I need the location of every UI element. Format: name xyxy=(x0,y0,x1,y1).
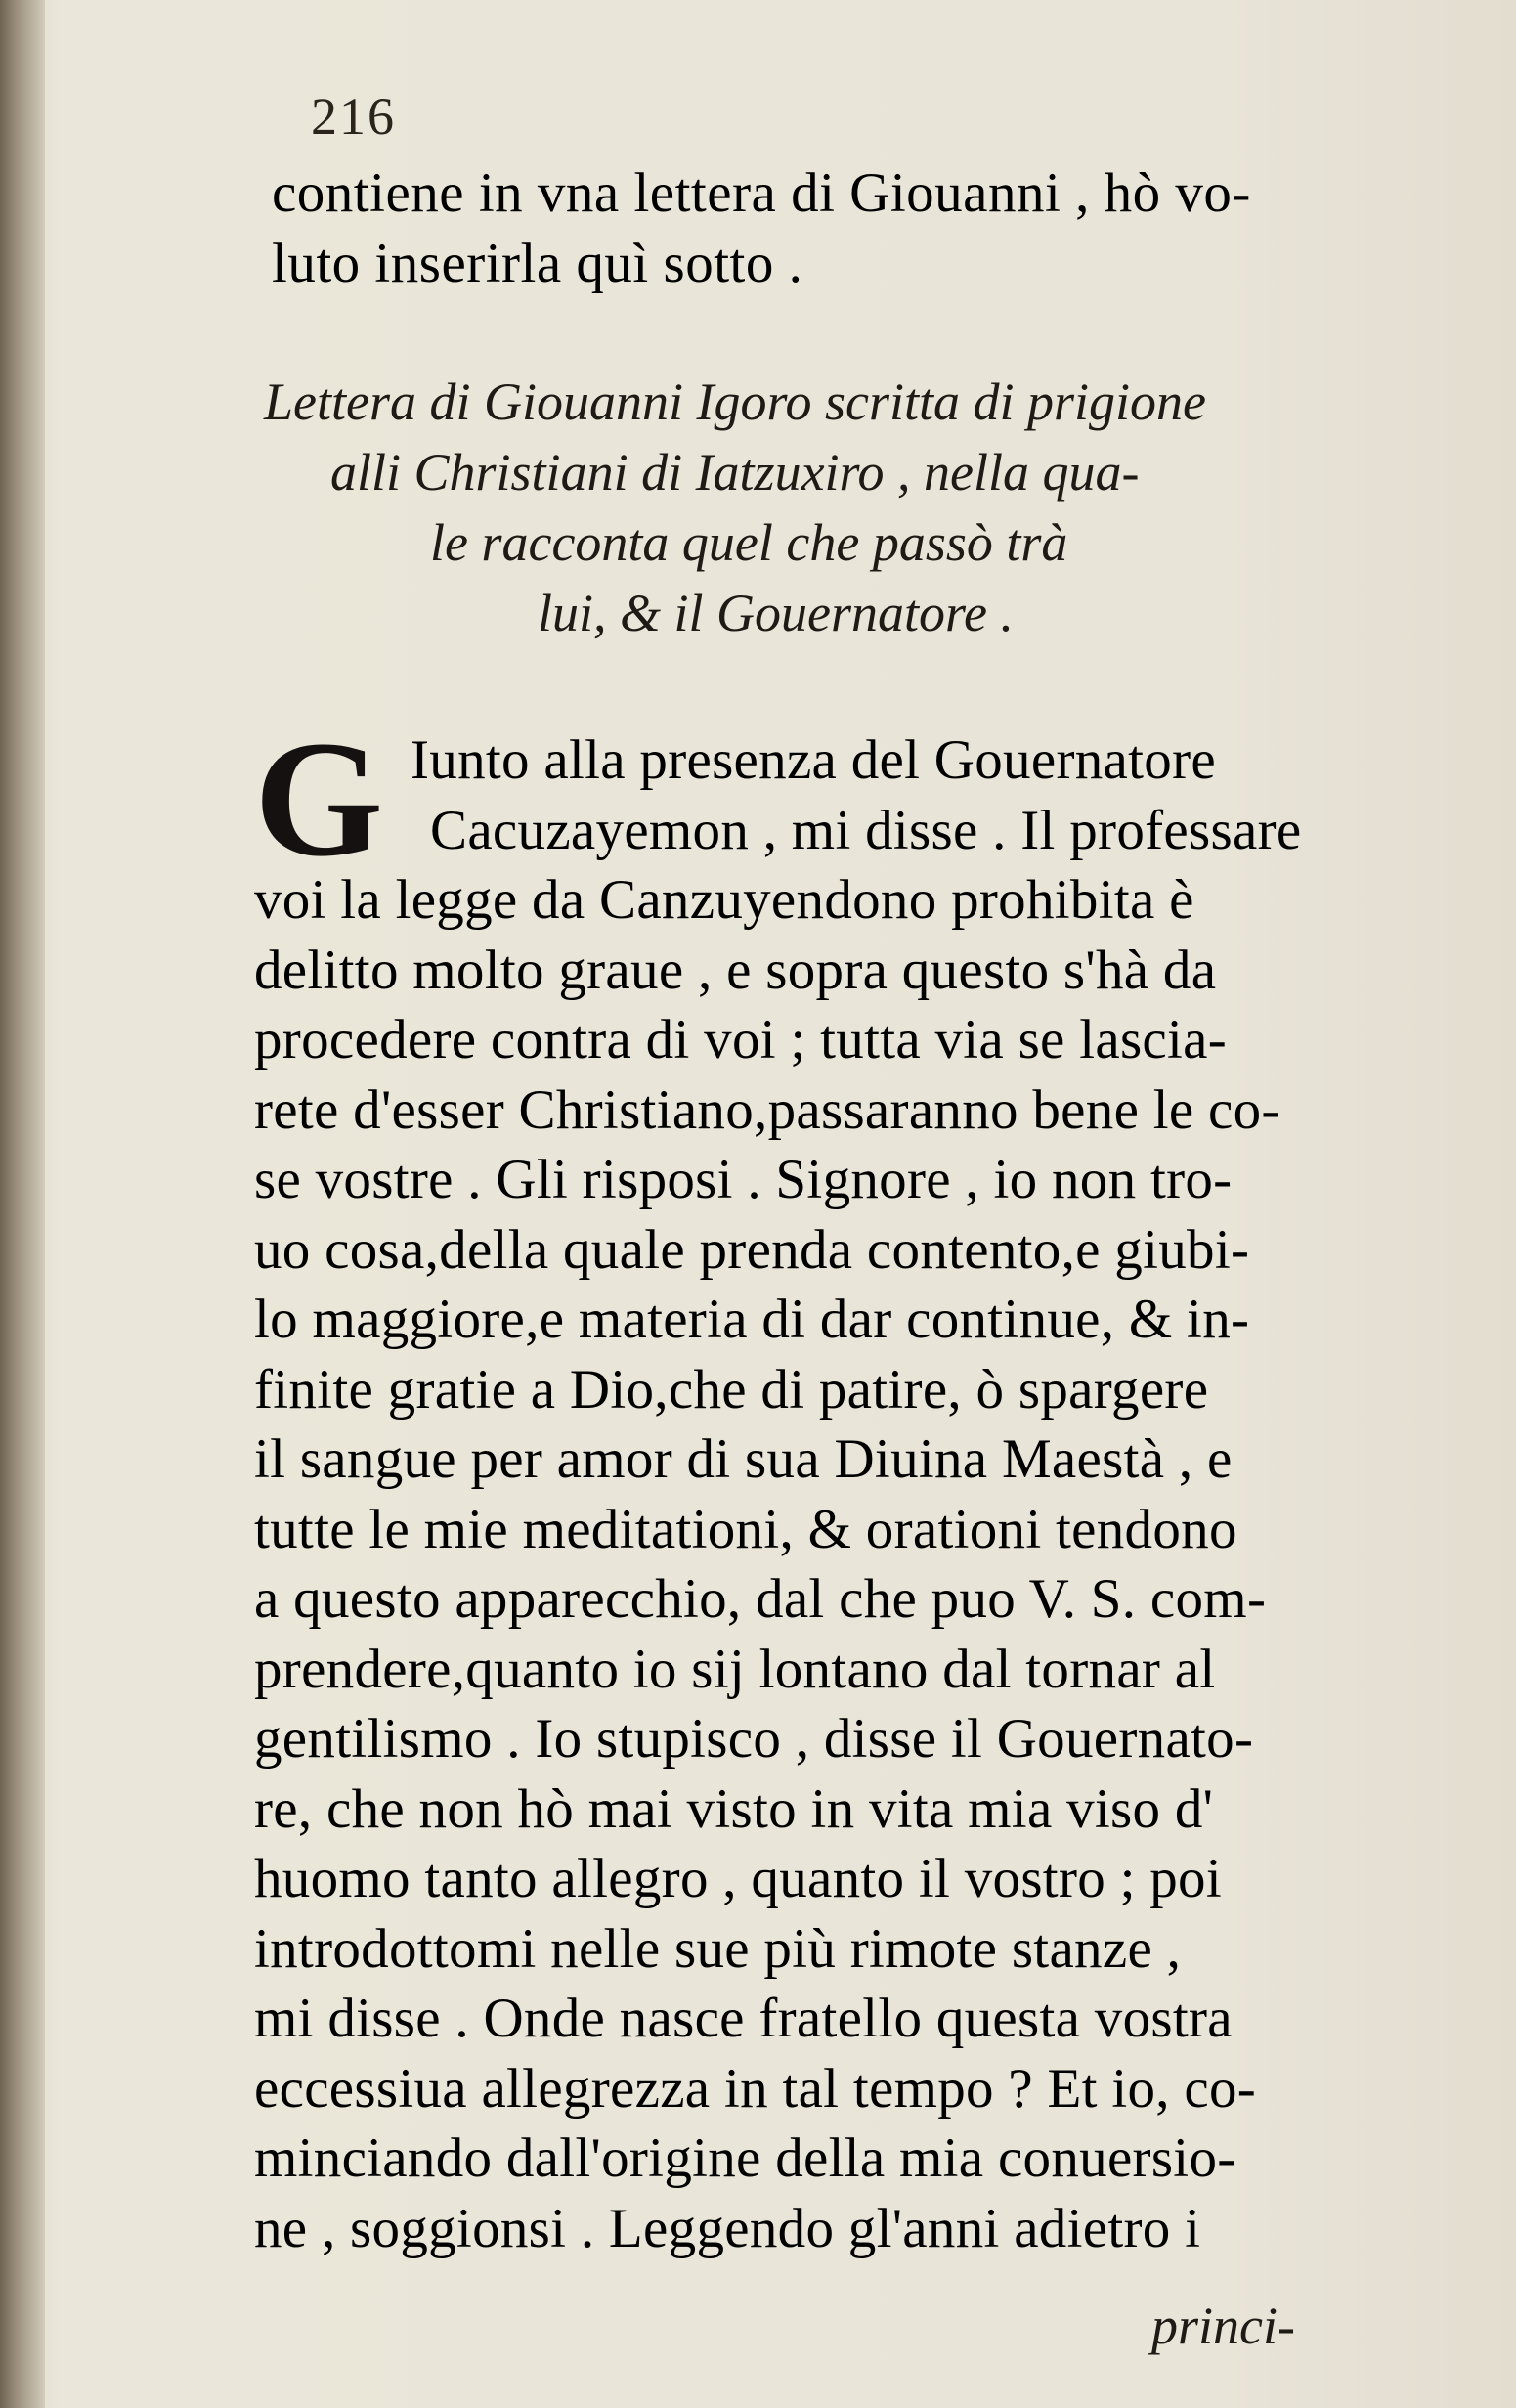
body-line: lo maggiore,e materia di dar continue, & in- xyxy=(254,1289,1250,1350)
page-number: 216 xyxy=(311,87,396,146)
body-line: uo cosa,della quale prenda contento,e giubi- xyxy=(254,1218,1250,1281)
body-line: tutte le mie meditationi, & orationi tendono xyxy=(254,1498,1237,1560)
body-line: Iunto alla presenza del Gouernatore xyxy=(411,729,1216,791)
body-line: delitto molto graue , e sopra questo s'hà da xyxy=(254,939,1217,1001)
body-line: il sangue per amor di sua Diuina Maestà , e xyxy=(254,1428,1233,1490)
body-line: rete d'esser Christiano,passaranno bene le co- xyxy=(254,1078,1280,1141)
body-line: huomo tanto allegro , quanto il vostro ; poi xyxy=(254,1848,1222,1909)
heading-line: alli Christiani di Iatzuxiro , nella qua- xyxy=(330,443,1140,502)
binding-gutter xyxy=(0,0,45,2408)
heading-line: Lettera di Giouanni Igoro scritta di prigione xyxy=(264,372,1206,431)
body-line: re, che non hò mai visto in vita mia viso d' xyxy=(254,1777,1214,1840)
catchword: princi- xyxy=(1151,2297,1295,2355)
heading-line: lui, & il Gouernatore . xyxy=(538,584,1014,642)
body-line: finite gratie a Dio,che di patire, ò spargere xyxy=(254,1358,1209,1421)
body-line: eccessiua allegrezza in tal tempo ? Et io, co- xyxy=(254,2057,1257,2120)
body-line: Cacuzayemon , mi disse . Il professare xyxy=(430,799,1302,861)
intro-line: contiene in vna lettera di Giouanni , hò vo- xyxy=(272,162,1251,224)
body-line: ne , soggionsi . Leggendo gl'anni adietro i xyxy=(254,2197,1201,2259)
body-line: voi la legge da Canzuyendono prohibita è xyxy=(254,869,1194,931)
body-line: a questo apparecchio, dal che puo V. S. com- xyxy=(254,1568,1267,1630)
body-line: prendere,quanto io sij lontano dal tornar al xyxy=(254,1638,1216,1700)
body-line: se vostre . Gli risposi . Signore , io non tro- xyxy=(254,1149,1233,1210)
letter-heading xyxy=(264,367,1461,648)
body-line: procedere contra di voi ; tutta via se lascia- xyxy=(254,1009,1228,1071)
body-line: introdottomi nelle sue più rimote stanze , xyxy=(254,1917,1182,1980)
heading-line: le racconta quel che passò trà xyxy=(430,513,1068,572)
body-line: mi disse . Onde nasce fratello questa vostra xyxy=(254,1988,1233,2049)
intro-paragraph xyxy=(272,158,1454,298)
drop-cap: G xyxy=(254,707,384,891)
body-line: minciando dall'origine della mia conuersio- xyxy=(254,2127,1236,2189)
intro-line: luto inserirla quì sotto . xyxy=(272,232,803,294)
body-line: gentilismo . Io stupisco , disse il Gouernato- xyxy=(254,1708,1254,1770)
body-text xyxy=(254,707,1458,2263)
